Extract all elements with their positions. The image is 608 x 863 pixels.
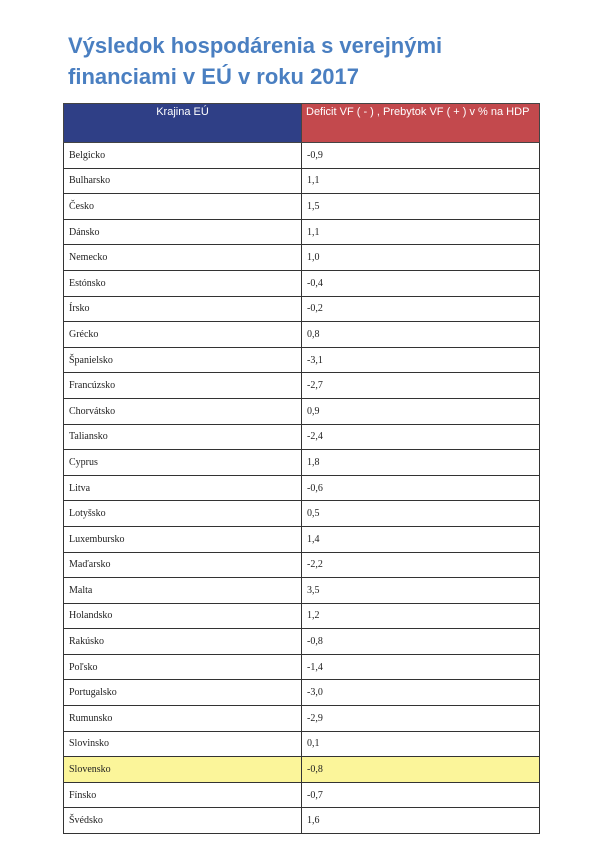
table-row: [64, 347, 540, 373]
table-row: [64, 808, 540, 834]
value-cell: -0,8: [302, 757, 540, 783]
country-cell: Slovinsko: [64, 731, 302, 757]
table-row: [64, 296, 540, 322]
value-cell: -0,8: [302, 629, 540, 655]
value-cell: -3,1: [302, 347, 540, 373]
value-cell: 0,5: [302, 501, 540, 527]
country-cell: Estónsko: [64, 270, 302, 296]
table-row: [64, 757, 540, 783]
deficit-table: [63, 103, 540, 834]
value-cell: 1,0: [302, 245, 540, 271]
table-row: [64, 270, 540, 296]
country-cell: Litva: [64, 475, 302, 501]
value-cell: -1,4: [302, 654, 540, 680]
table-row: [64, 578, 540, 604]
country-cell: Cyprus: [64, 450, 302, 476]
country-cell: Malta: [64, 578, 302, 604]
country-cell: Luxembursko: [64, 526, 302, 552]
value-cell: 1,5: [302, 194, 540, 220]
value-cell: 1,8: [302, 450, 540, 476]
header-value: Deficit VF ( - ) , Prebytok VF ( + ) v % na HDP: [302, 104, 540, 143]
value-cell: -0,9: [302, 143, 540, 169]
value-cell: 1,4: [302, 526, 540, 552]
table-body: [64, 143, 540, 834]
country-cell: Slovensko: [64, 757, 302, 783]
country-cell: Rumunsko: [64, 706, 302, 732]
country-cell: Lotyšsko: [64, 501, 302, 527]
value-cell: 0,1: [302, 731, 540, 757]
country-cell: Rakúsko: [64, 629, 302, 655]
table-row: [64, 706, 540, 732]
table-row: [64, 731, 540, 757]
value-cell: 1,1: [302, 219, 540, 245]
country-cell: Taliansko: [64, 424, 302, 450]
table-row: [64, 450, 540, 476]
table-row: [64, 629, 540, 655]
table-row: [64, 782, 540, 808]
country-cell: Švédsko: [64, 808, 302, 834]
value-cell: 3,5: [302, 578, 540, 604]
table-header: [64, 104, 540, 143]
header-row: [64, 104, 540, 143]
value-cell: -2,2: [302, 552, 540, 578]
value-cell: -0,4: [302, 270, 540, 296]
table-row: [64, 552, 540, 578]
country-cell: Belgicko: [64, 143, 302, 169]
table-row: [64, 654, 540, 680]
table-row: [64, 475, 540, 501]
value-cell: -2,7: [302, 373, 540, 399]
country-cell: Španielsko: [64, 347, 302, 373]
table-row: [64, 194, 540, 220]
table-row: [64, 398, 540, 424]
country-cell: Chorvátsko: [64, 398, 302, 424]
country-cell: Fínsko: [64, 782, 302, 808]
country-cell: Nemecko: [64, 245, 302, 271]
country-cell: Bulharsko: [64, 168, 302, 194]
country-cell: Írsko: [64, 296, 302, 322]
country-cell: Francúzsko: [64, 373, 302, 399]
country-cell: Portugalsko: [64, 680, 302, 706]
header-country: Krajina EÚ: [64, 104, 302, 143]
country-cell: Maďarsko: [64, 552, 302, 578]
table-row: [64, 245, 540, 271]
value-cell: 1,6: [302, 808, 540, 834]
table-row: [64, 322, 540, 348]
value-cell: 0,8: [302, 322, 540, 348]
country-cell: Česko: [64, 194, 302, 220]
table-row: [64, 603, 540, 629]
value-cell: -2,4: [302, 424, 540, 450]
country-cell: Dánsko: [64, 219, 302, 245]
value-cell: -2,9: [302, 706, 540, 732]
table-row: [64, 168, 540, 194]
table-row: [64, 680, 540, 706]
table-row: [64, 526, 540, 552]
country-cell: Holandsko: [64, 603, 302, 629]
table-row: [64, 373, 540, 399]
value-cell: 0,9: [302, 398, 540, 424]
value-cell: -0,6: [302, 475, 540, 501]
value-cell: 1,1: [302, 168, 540, 194]
value-cell: -3,0: [302, 680, 540, 706]
table-row: [64, 501, 540, 527]
table-row: [64, 219, 540, 245]
value-cell: 1,2: [302, 603, 540, 629]
value-cell: -0,7: [302, 782, 540, 808]
page-title: Výsledok hospodárenia s verejnými financiami v EÚ v roku 2017: [68, 33, 443, 89]
table-row: [64, 424, 540, 450]
table-row: [64, 143, 540, 169]
country-cell: Poľsko: [64, 654, 302, 680]
country-cell: Grécko: [64, 322, 302, 348]
value-cell: -0,2: [302, 296, 540, 322]
